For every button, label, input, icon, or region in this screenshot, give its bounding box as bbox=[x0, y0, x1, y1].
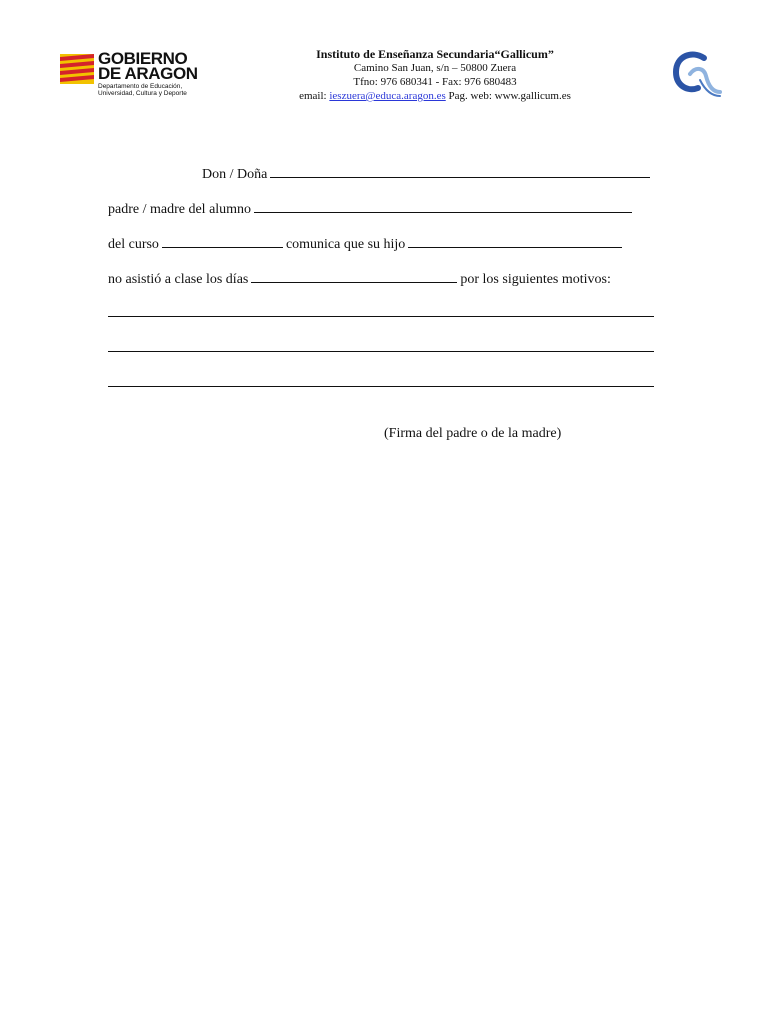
signature-label: (Firma del padre o de la madre) bbox=[384, 426, 562, 441]
gobierno-aragon-logo bbox=[60, 50, 235, 100]
reasons-label: por los siguientes motivos: bbox=[460, 272, 611, 287]
aragon-flag-icon bbox=[60, 54, 94, 84]
institute-contact bbox=[255, 89, 615, 103]
absent-days-label: no asistió a clase los días bbox=[108, 272, 249, 287]
institute-phone-fax: Tfno: 976 680341 - Fax: 976 680483 bbox=[353, 76, 517, 88]
logo-dept-line1: Departamento de Educación, bbox=[98, 83, 183, 90]
reason-line-2[interactable] bbox=[108, 351, 654, 352]
institute-header bbox=[255, 47, 615, 103]
days-blank-field[interactable] bbox=[251, 270, 457, 283]
logo-department bbox=[98, 83, 187, 97]
course-blank-field[interactable] bbox=[162, 235, 283, 248]
form-line-days bbox=[108, 270, 611, 289]
parent-label: padre / madre del alumno bbox=[108, 202, 252, 217]
logo-text-line2: DE ARAGON bbox=[98, 64, 198, 83]
name-blank-field[interactable] bbox=[270, 165, 650, 178]
student-blank-field[interactable] bbox=[254, 200, 632, 213]
gallicum-logo bbox=[670, 48, 725, 100]
communicates-label: comunica que su hijo bbox=[285, 237, 406, 252]
reason-line-3[interactable] bbox=[108, 386, 654, 387]
don-dona-label: Don / Doña bbox=[202, 167, 268, 182]
gallicum-g-logo-icon bbox=[670, 48, 725, 100]
form-line-name bbox=[202, 165, 653, 184]
reason-line-1[interactable] bbox=[108, 316, 654, 317]
course-label: del curso bbox=[108, 237, 159, 252]
logo-text-line1: GOBIERNO bbox=[98, 49, 188, 68]
web-address: Pag. web: www.gallicum.es bbox=[448, 90, 571, 102]
form-line-parent bbox=[108, 200, 635, 219]
form-line-course bbox=[108, 235, 625, 254]
logo-dept-line2: Universidad, Cultura y Deporte bbox=[98, 90, 187, 97]
institute-title: Instituto de Enseñanza Secundaria“Gallicum” bbox=[316, 47, 554, 61]
institute-address: Camino San Juan, s/n – 50800 Zuera bbox=[353, 62, 517, 74]
email-link[interactable]: ieszuera@educa.aragon.es bbox=[329, 90, 446, 102]
email-label: email: bbox=[299, 90, 327, 102]
child-blank-field[interactable] bbox=[408, 235, 622, 248]
